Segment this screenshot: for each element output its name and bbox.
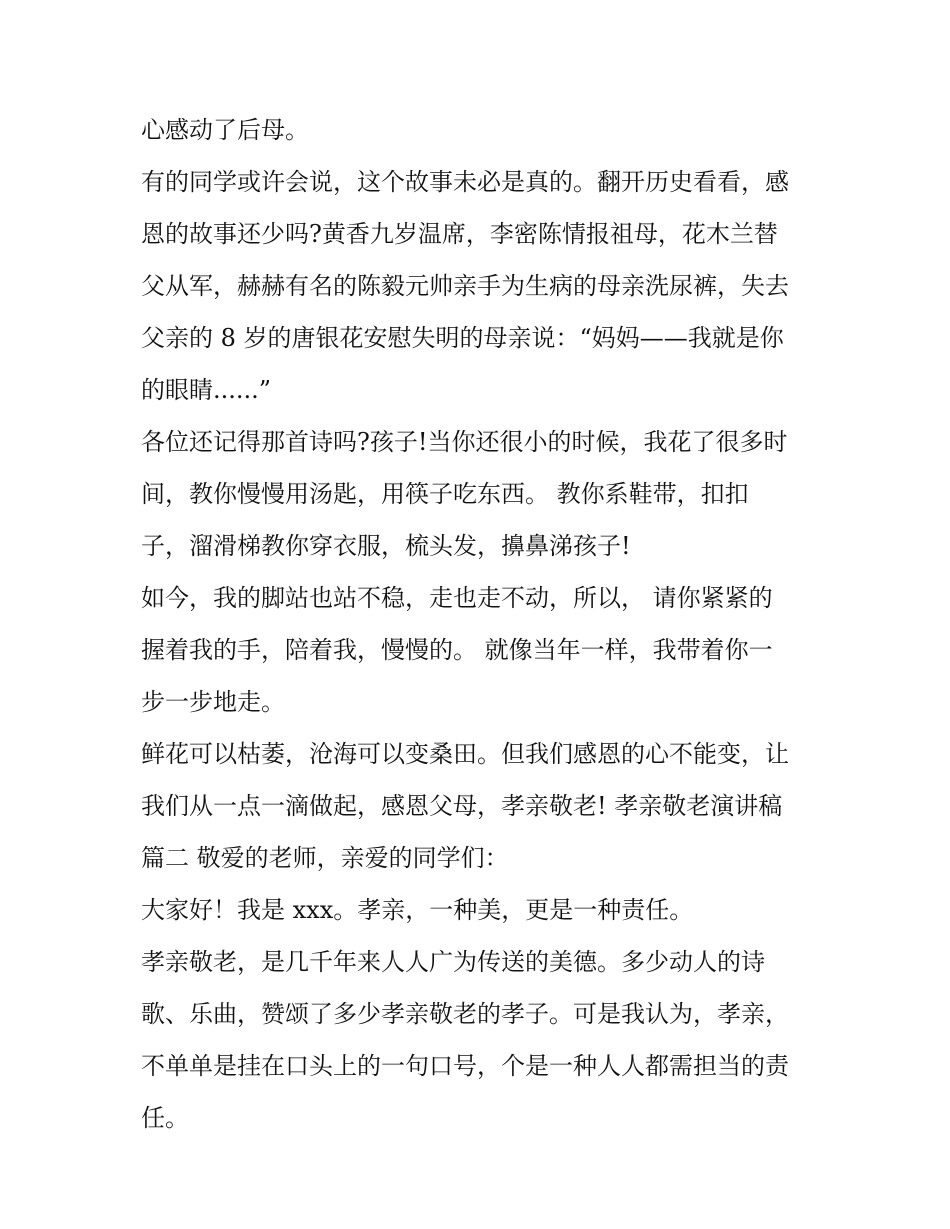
- text-line: 大家好！我是 xxx。孝亲，一种美，更是一种责任。: [141, 896, 694, 924]
- text-line: 我们从一点一滴做起，感恩父母，孝亲敬老! 孝亲敬老演讲稿: [141, 792, 783, 820]
- text-line: 步一步地走。: [141, 688, 285, 716]
- text-line: 父从军，赫赫有名的陈毅元帅亲手为生病的母亲洗尿裤，失去: [141, 272, 789, 300]
- text-line: 不单单是挂在口头上的一句口号，个是一种人人都需担当的责: [141, 1052, 789, 1080]
- text-line: 歌、乐曲，赞颂了多少孝亲敬老的孝子。可是我认为，孝亲，: [141, 1000, 789, 1028]
- text-line: 任。: [141, 1104, 189, 1132]
- text-line: 孝亲敬老，是几千年来人人广为传送的美德。多少动人的诗: [141, 948, 765, 976]
- text-line: 子，溜滑梯教你穿衣服，梳头发，擤鼻涕孩子!: [141, 532, 631, 560]
- text-line: 间，教你慢慢用汤匙，用筷子吃东西。 教你系鞋带，扣扣: [141, 480, 749, 508]
- text-line: 心感动了后母。: [141, 116, 309, 144]
- document-body: [141, 104, 821, 1144]
- text-line: 父亲的 8 岁的唐银花安慰失明的母亲说：“妈妈——我就是你: [141, 324, 784, 352]
- text-line: 的眼睛......”: [141, 376, 272, 404]
- text-line: 各位还记得那首诗吗?孩子!当你还很小的时候，我花了很多时: [141, 428, 788, 456]
- text-line: 如今，我的脚站也站不稳，走也走不动，所以， 请你紧紧的: [141, 584, 773, 612]
- text-line: 篇二 敬爱的老师，亲爱的同学们：: [141, 844, 509, 872]
- text-line: 握着我的手，陪着我，慢慢的。 就像当年一样，我带着你一: [141, 636, 773, 664]
- text-line: 恩的故事还少吗?黄香九岁温席，李密陈情报祖母，花木兰替: [141, 220, 778, 248]
- text-line: 鲜花可以枯萎，沧海可以变桑田。但我们感恩的心不能变，让: [141, 740, 789, 768]
- text-line: 有的同学或许会说，这个故事未必是真的。翻开历史看看，感: [141, 168, 789, 196]
